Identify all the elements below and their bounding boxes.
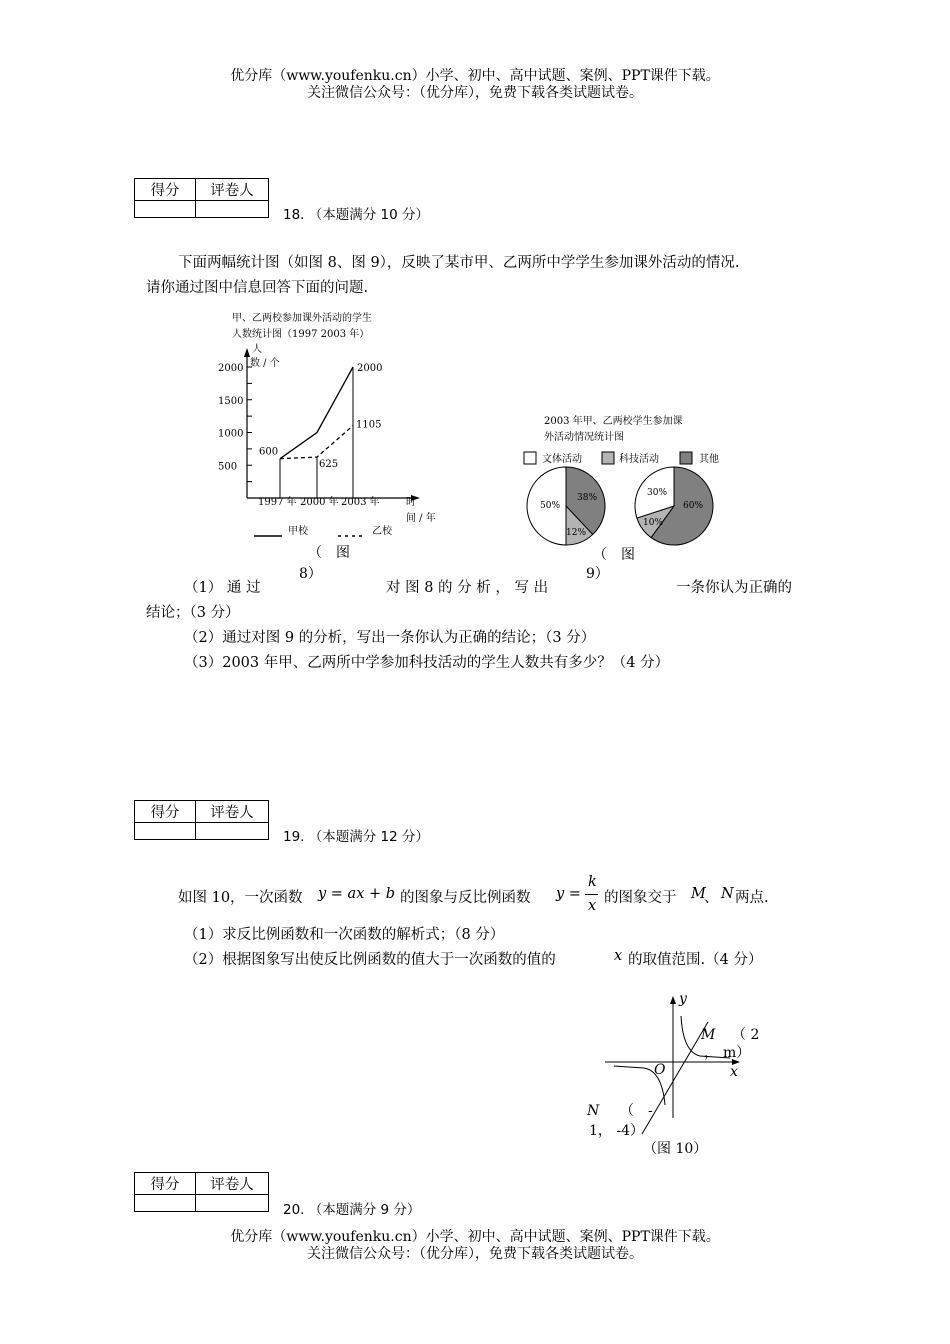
score-table-18: [134, 178, 269, 218]
q19-eq-linear: y = ax + b: [318, 886, 396, 902]
score-table-19: [134, 800, 269, 840]
q19-title: 19. （本题满分 12 分）: [283, 829, 430, 845]
legend-qita: 其他: [699, 454, 719, 465]
fig8-x-tick-label: 2000 年: [300, 497, 339, 508]
q18-title: 18. （本题满分 10 分）: [283, 207, 430, 223]
pie-value-label: 38%: [577, 493, 598, 503]
fig8-x-tick-label: 1997 年: [258, 497, 297, 508]
grader-cell[interactable]: [196, 1195, 269, 1212]
score-label: 得分: [135, 801, 196, 823]
q19-frac-numerator: k: [588, 874, 597, 890]
fig9-caption-num: 9）: [586, 566, 609, 582]
fig8-title-1: 甲、乙两校参加课外活动的学生: [232, 313, 372, 324]
fig8-caption-open: （ 图: [308, 545, 350, 561]
fig8-x-tick-label: 2003 年: [341, 497, 380, 508]
grader-label: 评卷人: [196, 179, 269, 201]
fig8-data-label: 2000: [357, 363, 383, 374]
fig8-data-label: 600: [259, 446, 279, 458]
fig10-n-coord-2: 1， -4）: [589, 1123, 644, 1139]
fig8-y-tick-label: 500: [218, 461, 238, 473]
figure-8-line-chart: [210, 305, 460, 590]
q19-sub2-x: x: [614, 948, 623, 964]
fig8-data-label: 1105: [356, 419, 382, 431]
pie-value-label: 30%: [647, 488, 668, 498]
q18-sub1-part-b: 对 图 8 的 分 析 ， 写 出: [386, 580, 549, 596]
fig10-n-label: N: [587, 1103, 600, 1119]
q19-intro-d: 两点.: [735, 890, 769, 906]
legend-swatch-wenti: [524, 452, 536, 464]
fig8-y-tick-label: 1500: [218, 395, 244, 407]
q18-intro-2: 请你通过图中信息回答下面的问题.: [146, 280, 369, 296]
pie-chart-yi: [635, 467, 713, 545]
grader-label: 评卷人: [196, 1173, 269, 1195]
fig10-y-label: y: [679, 991, 687, 1007]
fig10-m-coord-3: m）: [723, 1045, 751, 1061]
page-header: [0, 68, 950, 102]
fig8-caption-num: 8）: [299, 566, 322, 582]
score-cell[interactable]: [135, 201, 196, 218]
q19-separator: 、: [704, 890, 719, 906]
fig10-n-coord-1: （ -: [620, 1103, 653, 1119]
q20-title: 20. （本题满分 9 分）: [283, 1202, 421, 1218]
fig9-title-2: 外活动情况统计图: [544, 432, 624, 443]
legend-swatch-keji: [602, 452, 614, 464]
fig10-m-coord-2: ，: [704, 1045, 718, 1061]
legend-yi-label: 乙校: [372, 526, 392, 537]
score-cell[interactable]: [135, 1195, 196, 1212]
grader-cell[interactable]: [196, 823, 269, 840]
score-label: 得分: [135, 179, 196, 201]
fig10-y-arrow: [670, 996, 676, 1004]
legend-swatch-qita: [680, 452, 692, 464]
q19-frac-denominator: x: [588, 898, 597, 914]
q19-eq-inverse-left: y =: [556, 886, 581, 902]
q19-frac-bar: [585, 894, 598, 895]
q19-intro-a: 如图 10，一次函数: [178, 890, 303, 906]
q19-point-m: M: [691, 886, 706, 902]
pie-value-label: 50%: [540, 501, 561, 511]
q19-sub1: （1）求反比例函数和一次函数的解析式；（8 分）: [184, 927, 505, 943]
legend-keji: 科技活动: [619, 454, 659, 465]
page-footer: [0, 1229, 950, 1263]
q18-sub1-part-c: 一条你认为正确的: [676, 580, 792, 596]
fig8-series-yi: [280, 426, 353, 459]
pie-value-label: 10%: [643, 518, 664, 528]
q18-intro-1: 下面两幅统计图（如图 8、图 9），反映了某市甲、乙两所中学学生参加课外活动的情况.: [178, 255, 740, 271]
q18-sub3: （3）2003 年甲、乙两所中学参加科技活动的学生人数共有多少？（4 分）: [184, 655, 670, 671]
q19-sub2-b: 的取值范围.（4 分）: [628, 952, 763, 968]
figure-10-function-graph: [580, 990, 780, 1165]
q18-sub2: （2）通过对图 9 的分析，写出一条你认为正确的结论；（3 分）: [184, 630, 596, 646]
fig8-ylabel-2: 数 / 个: [250, 358, 280, 369]
figure-9-pie-charts: [520, 410, 730, 585]
footer-line-1: 优分库（www.youfenku.cn）小学、初中、高中试题、案例、PPT课件下载。: [230, 1229, 720, 1245]
fig9-caption-open: （ 图: [593, 547, 635, 563]
q19-intro-b: 的图象与反比例函数: [400, 890, 531, 906]
fig10-m-label: M: [701, 1027, 716, 1043]
fig8-y-tick-label: 2000: [218, 363, 244, 374]
fig9-title-1: 2003 年甲、乙两校学生参加课: [544, 416, 683, 427]
fig8-title-2: 人数统计图（1997 2003 年）: [232, 329, 370, 340]
fig8-data-label: 625: [319, 459, 339, 471]
fig8-xlabel-1: 时: [406, 497, 416, 508]
fig8-series-jia: [280, 367, 353, 459]
pie-value-label: 12%: [566, 528, 587, 538]
q18-sub1-part-d: 结论；（3 分）: [146, 605, 240, 621]
grader-cell[interactable]: [196, 201, 269, 218]
fig8-xlabel-2: 间 / 年: [406, 513, 436, 524]
pie-value-label: 60%: [683, 501, 704, 511]
header-line-2: 关注微信公众号：（优分库），免费下载各类试题试卷。: [307, 85, 643, 101]
pie-chart-jia: [527, 467, 605, 545]
legend-jia-label: 甲校: [288, 526, 308, 537]
grader-label: 评卷人: [196, 801, 269, 823]
q19-sub2-a: （2）根据图象写出使反比例函数的值大于一次函数的值的: [184, 952, 556, 968]
fig8-ylabel-1: 人: [252, 344, 262, 355]
score-label: 得分: [135, 1173, 196, 1195]
fig10-m-coord-1: （ 2: [732, 1027, 760, 1043]
header-line-1: 优分库（www.youfenku.cn）小学、初中、高中试题、案例、PPT课件下载。: [230, 68, 720, 84]
q18-sub1-part-a: （1） 通 过: [184, 580, 261, 596]
fig8-y-tick-label: 1000: [218, 428, 244, 440]
fig8-y-arrow: [244, 348, 250, 357]
footer-line-2: 关注微信公众号：（优分库），免费下载各类试题试卷。: [307, 1246, 643, 1262]
score-cell[interactable]: [135, 823, 196, 840]
fig10-x-label: x: [730, 1064, 738, 1080]
q19-intro-c: 的图象交于: [604, 890, 677, 906]
fig10-caption: （图 10）: [643, 1141, 708, 1157]
score-table-20: [134, 1172, 269, 1212]
fig10-origin-label: O: [654, 1062, 666, 1078]
legend-wenti: 文体活动: [542, 454, 582, 465]
q19-point-n: N: [721, 886, 734, 902]
